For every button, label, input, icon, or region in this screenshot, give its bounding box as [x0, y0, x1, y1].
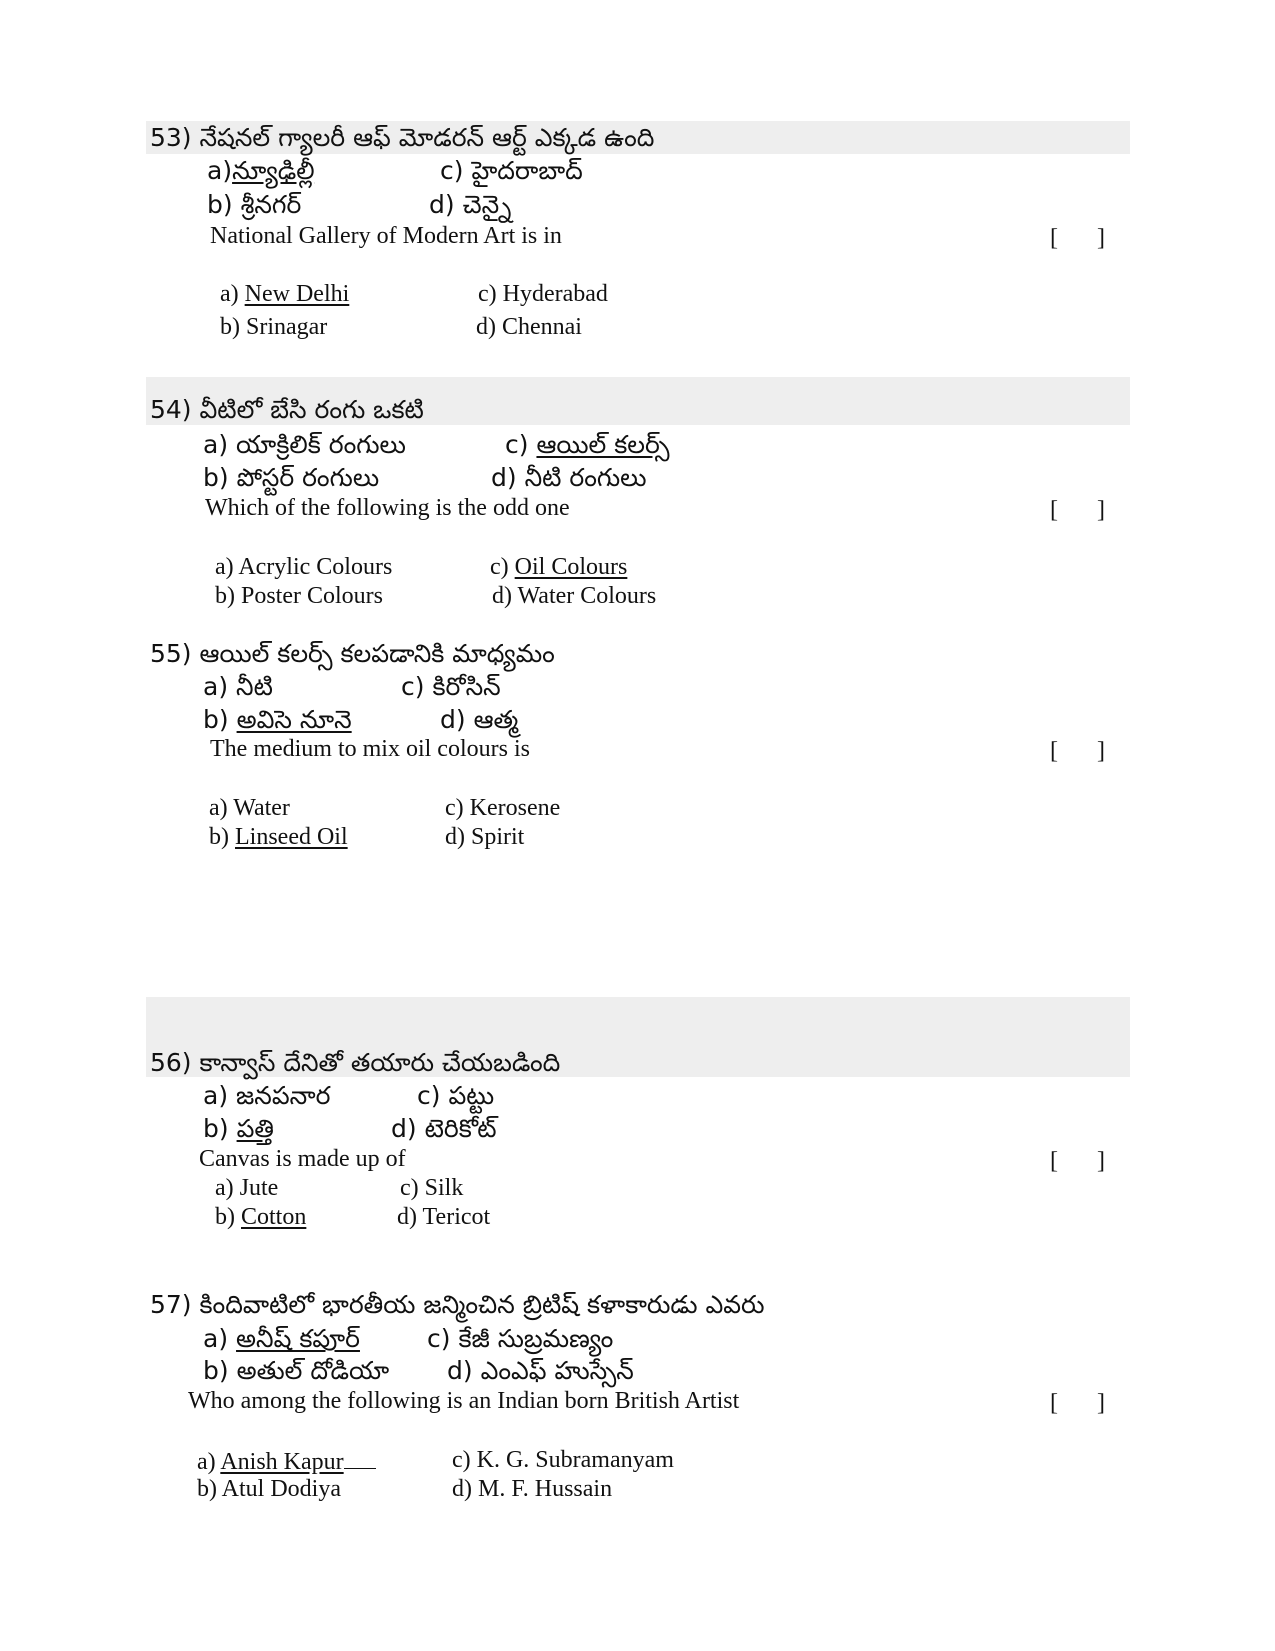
- q53-en-a-prefix: a): [220, 281, 245, 307]
- q54-english-question: Which of the following is the odd one: [205, 495, 570, 521]
- q55-te-option-b: [203, 707, 352, 732]
- q55-telugu-question: 55) ఆయిల్ కలర్స్ కలపడానికి మాధ్యమం: [150, 639, 555, 668]
- q56-english-question: Canvas is made up of: [199, 1146, 406, 1172]
- q55-te-option-a: a) నీటి: [203, 672, 273, 701]
- q53-en-option-d: d) Chennai: [476, 314, 582, 340]
- q53-en-option-c: c) Hyderabad: [478, 281, 608, 307]
- q57-te-a-answer: అనీష్ కపూర్: [236, 1324, 360, 1353]
- q56-en-option-b: [215, 1205, 306, 1229]
- q56-en-b-answer: Cotton: [241, 1204, 307, 1230]
- q53-en-a-answer: New Delhi: [244, 281, 350, 307]
- q56-answer-bracket-open: [: [1050, 1148, 1058, 1174]
- q54-en-option-b: b) Poster Colours: [215, 583, 383, 609]
- q54-te-option-d: d) నీటి రంగులు: [491, 463, 647, 492]
- q53-answer-bracket-open: [: [1050, 225, 1058, 251]
- q57-te-option-a: [203, 1326, 360, 1351]
- q53-en-option-a: [220, 282, 349, 306]
- q57-answer-bracket-close: ]: [1097, 1390, 1105, 1416]
- q57-te-a-prefix: a): [203, 1324, 237, 1353]
- q54-answer-bracket-close: ]: [1097, 497, 1105, 523]
- q53-te-option-c: c) హైదరాబాద్: [440, 156, 583, 185]
- q55-en-option-d: d) Spirit: [445, 824, 525, 850]
- q53-te-a-prefix: a): [207, 156, 233, 185]
- q56-te-b-prefix: b): [203, 1114, 237, 1143]
- q56-te-b-answer: పత్తి: [236, 1114, 274, 1143]
- q55-answer-bracket-open: [: [1050, 738, 1058, 764]
- q57-en-option-d: d) M. F. Hussain: [452, 1476, 613, 1502]
- q53-english-question: National Gallery of Modern Art is in: [210, 223, 562, 249]
- q56-te-option-c: c) పట్టు: [417, 1081, 495, 1110]
- q56-te-option-b: [203, 1116, 274, 1141]
- q56-answer-bracket-close: ]: [1097, 1148, 1105, 1174]
- q54-te-option-a: a) యాక్రిలిక్ రంగులు: [203, 430, 406, 459]
- q53-te-option-d: d) చెన్నై: [429, 190, 512, 219]
- q54-te-c-prefix: c): [505, 430, 537, 459]
- q54-en-option-d: d) Water Colours: [492, 583, 657, 609]
- q53-te-option-a: [207, 158, 315, 183]
- q55-en-b-answer: Linseed Oil: [235, 824, 348, 850]
- q53-te-a-answer: న్యూఢిల్లీ: [232, 156, 315, 185]
- q54-telugu-question: 54) వీటిలో బేసి రంగు ఒకటి: [150, 395, 424, 424]
- q56-en-option-d: d) Tericot: [397, 1204, 491, 1230]
- q54-en-c-answer: Oil Colours: [514, 554, 628, 580]
- q57-en-option-b: b) Atul Dodiya: [197, 1476, 341, 1502]
- q56-en-option-a: a) Jute: [215, 1175, 279, 1201]
- q54-te-option-c: [505, 432, 669, 457]
- q55-en-option-c: c) Kerosene: [445, 795, 561, 821]
- q54-te-c-answer: ఆయిల్ కలర్స్: [536, 430, 670, 459]
- q55-answer-bracket-close: ]: [1097, 738, 1105, 764]
- q55-english-question: The medium to mix oil colours is: [210, 736, 530, 762]
- q57-english-question: Who among the following is an Indian born British Artist: [188, 1388, 740, 1414]
- q57-en-a-prefix: a): [197, 1449, 221, 1475]
- q55-te-b-answer: అవిసె నూనె: [236, 705, 352, 734]
- q57-en-option-c: c) K. G. Subramanyam: [452, 1447, 674, 1473]
- q57-te-option-d: d) ఎంఎఫ్ హుస్సేన్: [447, 1356, 634, 1385]
- q55-en-option-a: a) Water: [209, 795, 290, 821]
- q56-te-option-a: a) జనపనార: [203, 1081, 331, 1110]
- q56-en-b-prefix: b): [215, 1204, 241, 1230]
- q53-en-option-b: b) Srinagar: [220, 314, 328, 340]
- q54-en-option-a: a) Acrylic Colours: [215, 554, 393, 580]
- q57-underline-tail: [344, 1448, 376, 1469]
- q56-te-option-d: d) టెరికోట్: [391, 1114, 497, 1143]
- q54-answer-bracket-open: [: [1050, 497, 1058, 523]
- q53-te-option-b: b) శ్రీనగర్: [207, 190, 302, 219]
- q53-telugu-question: 53) నేషనల్ గ్యాలరీ ఆఫ్ మోడరన్ ఆర్ట్ ఎక్కడ ఉంది: [150, 123, 655, 152]
- q57-te-option-c: c) కేజీ సుబ్రమణ్యం: [427, 1324, 614, 1353]
- q57-te-option-b: b) అతుల్ దోడియా: [203, 1356, 390, 1385]
- q55-en-option-b: [209, 825, 348, 849]
- q57-en-option-a: [197, 1448, 376, 1474]
- q53-answer-bracket-close: ]: [1097, 225, 1105, 251]
- q57-en-a-answer: Anish Kapur: [220, 1449, 344, 1475]
- q55-te-option-c: c) కిరోసిన్: [401, 672, 501, 701]
- q55-en-b-prefix: b): [209, 824, 235, 850]
- q57-answer-bracket-open: [: [1050, 1390, 1058, 1416]
- q56-en-option-c: c) Silk: [400, 1175, 464, 1201]
- q54-te-option-b: b) పోస్టర్ రంగులు: [203, 463, 380, 492]
- q57-telugu-question: 57) కిందివాటిలో భారతీయ జన్మించిన బ్రిటిష్ కళాకారుడు ఎవరు: [150, 1290, 765, 1319]
- q55-te-option-d: d) ఆత్మ: [440, 705, 519, 734]
- q54-en-c-prefix: c): [490, 554, 515, 580]
- q56-telugu-question: 56) కాన్వాస్ దేనితో తయారు చేయబడింది: [150, 1048, 561, 1077]
- q54-en-option-c: [490, 555, 627, 579]
- q55-te-b-prefix: b): [203, 705, 237, 734]
